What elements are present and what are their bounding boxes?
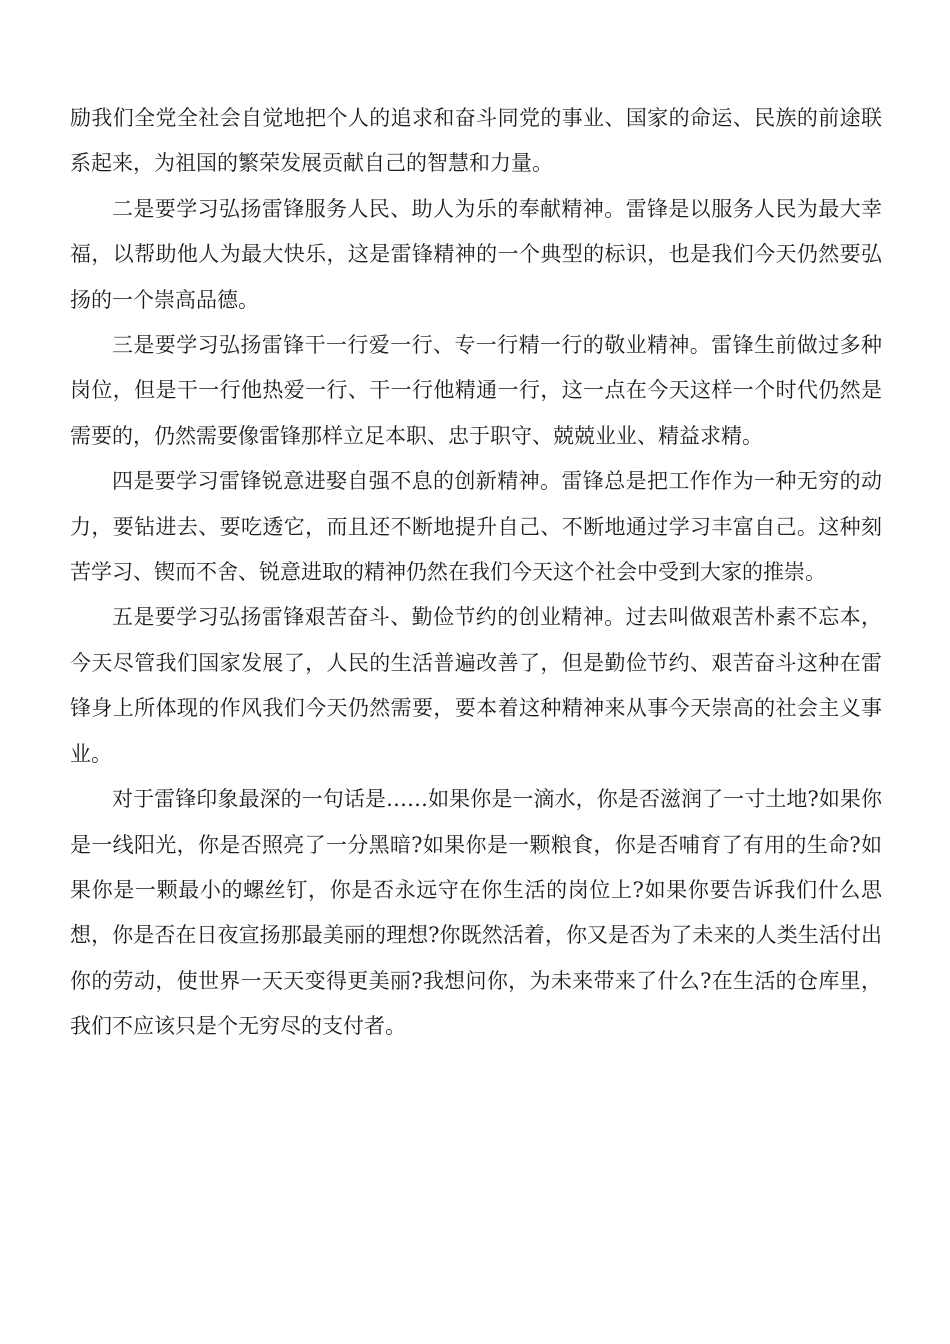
paragraph-service-spirit: 二是要学习弘扬雷锋服务人民、助人为乐的奉献精神。雷锋是以服务人民为最大幸福，以帮助他人为最大快乐，这是雷锋精神的一个典型的标识，也是我们今天仍然要弘扬的一个崇高品德。 xyxy=(70,196,882,312)
paragraph-innovation-spirit: 四是要学习雷锋锐意进娶自强不息的创新精神。雷锋总是把工作作为一种无穷的动力，要钻进去、要吃透它，而且还不断地提升自己、不断地通过学习丰富自己。这种刻苦学习、锲而不舍、锐意进取的精神仍然在我们今天这个社会中受到大家的推崇。 xyxy=(70,469,882,585)
paragraph-dedication-spirit: 三是要学习弘扬雷锋干一行爱一行、专一行精一行的敬业精神。雷锋生前做过多种岗位，但是干一行他热爱一行、干一行他精通一行，这一点在今天这样一个时代仍然是需要的，仍然需要像雷锋那样立足本职、忠于职守、兢兢业业、精益求精。 xyxy=(70,333,882,448)
paragraph-lei-feng-quote: 对于雷锋印象最深的一句话是……如果你是一滴水，你是否滋润了一寸土地?如果你是一线阳光，你是否照亮了一分黑暗?如果你是一颗粮食，你是否哺育了有用的生命?如果你是一颗最小的螺丝钉，你是否永远守在你生活的岗位上?如果你要告诉我们什么思想，你是否在日夜宣扬那最美丽的理想?你既然活着，你又是否为了未来的人类生活付出你的劳动，使世界一天天变得更美丽?我想问你，为未来带来了什么?在生活的仓库里，我们不应该只是个无穷尽的支付者。 xyxy=(70,787,882,1039)
document-body xyxy=(70,96,882,1050)
paragraph-frugality-spirit: 五是要学习弘扬雷锋艰苦奋斗、勤俭节约的创业精神。过去叫做艰苦朴素不忘本，今天尽管我们国家发展了，人民的生活普遍改善了，但是勤俭节约、艰苦奋斗这种在雷锋身上所体现的作风我们今天仍然需要，要本着这种精神来从事今天崇高的社会主义事业。 xyxy=(70,605,882,766)
paragraph-continuation: 励我们全党全社会自觉地把个人的追求和奋斗同党的事业、国家的命运、民族的前途联系起来，为祖国的繁荣发展贡献自己的智慧和力量。 xyxy=(70,106,882,176)
